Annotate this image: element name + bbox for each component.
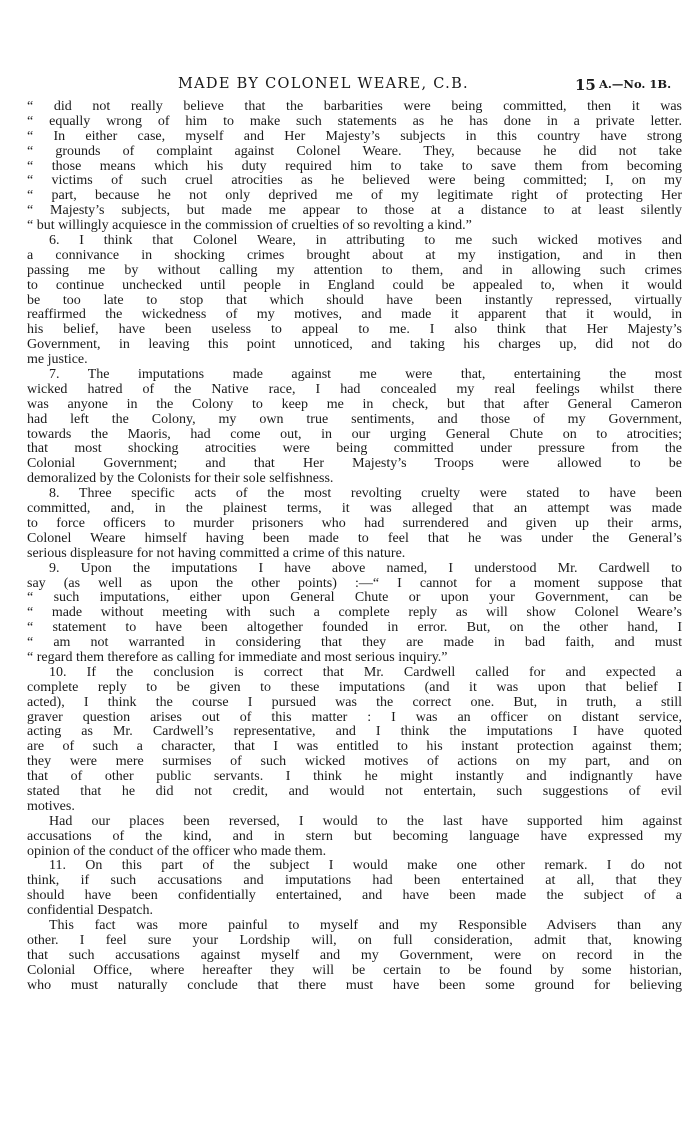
- text-line: 10. If the conclusion is correct that Mr. Cardwell called for and expected a: [49, 665, 682, 680]
- text-line: motives.: [27, 799, 75, 814]
- text-line: acting as Mr. Cardwell’s representative, and I think the imputations I have quoted: [27, 725, 682, 740]
- text-line: “ made without meeting with such a complete reply as will show Colonel Weare’s: [27, 606, 682, 621]
- running-header: [0, 76, 700, 94]
- text-line: accusations of the kind, and in stern but becoming language have expressed my: [27, 829, 682, 844]
- text-line: “ In either case, myself and Her Majesty’s subjects in this country have strong: [27, 129, 682, 144]
- text-line: committed, and, in the plainest terms, it was alleged that an attempt was made: [27, 502, 682, 517]
- page-number: 15: [575, 76, 596, 94]
- text-line: “ statement to have been altogether founded in error. But, on the other hand, I: [27, 621, 682, 636]
- text-line: confidential Despatch.: [27, 904, 153, 919]
- text-line: stated that he did not credit, and would not entertain, such suggestions of evil: [27, 784, 682, 799]
- text-line: complete reply to be given to these imputations (and it was upon that belief I: [27, 680, 682, 695]
- body-text: [27, 100, 682, 993]
- text-line: his belief, have been useless to appeal to me. I also think that Her Majesty’s: [27, 323, 682, 338]
- text-line: Colonel Weare himself having been made to feel that he was under the General’s: [27, 531, 682, 546]
- header-title: MADE BY COLONEL WEARE, C.B.: [178, 76, 469, 92]
- text-line: This fact was more painful to myself and my Responsible Advisers than any: [49, 918, 682, 933]
- text-line: was anyone in the Colony to keep me in check, but that after General Cameron: [27, 397, 682, 412]
- text-line: 7. The imputations made against me were that, entertaining the most: [49, 368, 682, 383]
- text-line: “ grounds of complaint against Colonel Weare. They, because he did not take: [27, 144, 682, 159]
- text-line: “ equally wrong of him to make such statements as he has done in a private letter.: [27, 114, 682, 129]
- text-line: had left the Colony, my own true sentiments, and those of my Government,: [27, 412, 682, 427]
- text-line: to force officers to murder prisoners who had surrendered and given up their arms,: [27, 516, 682, 531]
- text-line: me justice.: [27, 353, 88, 368]
- text-line: “ regard them therefore as calling for immediate and most serious inquiry.”: [27, 650, 448, 665]
- text-line: opinion of the conduct of the officer who made them.: [27, 844, 327, 859]
- text-line: wicked hatred of the Native race, I had concealed my real feelings whilst there: [27, 382, 682, 397]
- text-line: Colonial Office, where hereafter they will be certain to be found by some historian,: [27, 963, 682, 978]
- text-line: should have been confidentially entertained, and have been made the subject of a: [27, 889, 682, 904]
- text-line: serious displeasure for not having committed a crime of this nature.: [27, 546, 406, 561]
- text-line: passing me by without calling my attention to them, and in allowing such crimes: [27, 263, 682, 278]
- text-line: 9. Upon the imputations I have above named, I understood Mr. Cardwell to: [49, 561, 682, 576]
- text-line: who must naturally conclude that there must have been some ground for believing: [27, 978, 682, 993]
- text-line: that most shocking atrocities were being committed under pressure from the: [27, 442, 682, 457]
- document-number: A.—No. 1B.: [599, 77, 672, 91]
- text-line: that of other public servants. I think he might instantly and indignantly have: [27, 770, 682, 785]
- text-line: “ but willingly acquiesce in the commission of cruelties of so revolting a kind.”: [27, 219, 472, 234]
- text-line: “ Majesty’s subjects, but made me appear to those at a distance to at least silently: [27, 204, 682, 219]
- text-line: Government, in leaving this point unnoticed, and taking his charges up, did not do: [27, 338, 682, 353]
- text-line: “ am not warranted in considering that they are made in bad faith, and must: [27, 636, 682, 651]
- text-line: 6. I think that Colonel Weare, in attributing to me such wicked motives and: [49, 234, 682, 249]
- text-line: that such accusations against myself and my Government, were on record in the: [27, 948, 682, 963]
- text-line: “ those means which his duty required him to take to save them from becoming: [27, 159, 682, 174]
- text-line: “ victims of such cruel atrocities as he believed were being committed; I, on my: [27, 174, 682, 189]
- text-line: Had our places been reversed, I would to the last have supported him against: [49, 814, 682, 829]
- text-line: towards the Maoris, had come out, in our urging General Chute on to atrocities;: [27, 427, 682, 442]
- text-line: reaffirmed the wickedness of my motives, and made it apparent that it would, in: [27, 308, 682, 323]
- text-line: “ part, because he not only deprived me of my legitimate right of protecting Her: [27, 189, 682, 204]
- text-line: a connivance in shocking crimes brought about at my instigation, and in then: [27, 248, 682, 263]
- text-line: graver question arises out of this matter : I was an officer on distant service,: [27, 710, 682, 725]
- text-line: “ did not really believe that the barbarities were being committed, then it was: [27, 100, 682, 114]
- text-line: “ such imputations, either upon General Chute or upon your Government, can be: [27, 591, 682, 606]
- text-line: they were mere surmises of such wicked motives of actions on my part, and on: [27, 755, 682, 770]
- text-line: other. I feel sure your Lordship will, on full consideration, admit that, knowing: [27, 933, 682, 948]
- text-line: 11. On this part of the subject I would make one other remark. I do not: [49, 859, 682, 874]
- text-line: say (as well as upon the other points) :—“ I cannot for a moment suppose that: [27, 576, 682, 591]
- text-line: are of such a character, that I was entitled to his instant protection against them;: [27, 740, 682, 755]
- text-line: to continue unchecked until people in England could be appealed to, when it would: [27, 278, 682, 293]
- text-line: 8. Three specific acts of the most revolting cruelty were stated to have been: [49, 487, 682, 502]
- text-line: think, if such accusations and imputations had been entertained at all, that they: [27, 874, 682, 889]
- text-line: Colonial Government; and that Her Majesty’s Troops were allowed to be: [27, 457, 682, 472]
- text-line: be too late to stop that which should have been instantly repressed, virtually: [27, 293, 682, 308]
- text-line: demoralized by the Colonists for their sole selfishness.: [27, 472, 334, 487]
- text-line: acted), I think the course I pursued was the correct one. But, in truth, a still: [27, 695, 682, 710]
